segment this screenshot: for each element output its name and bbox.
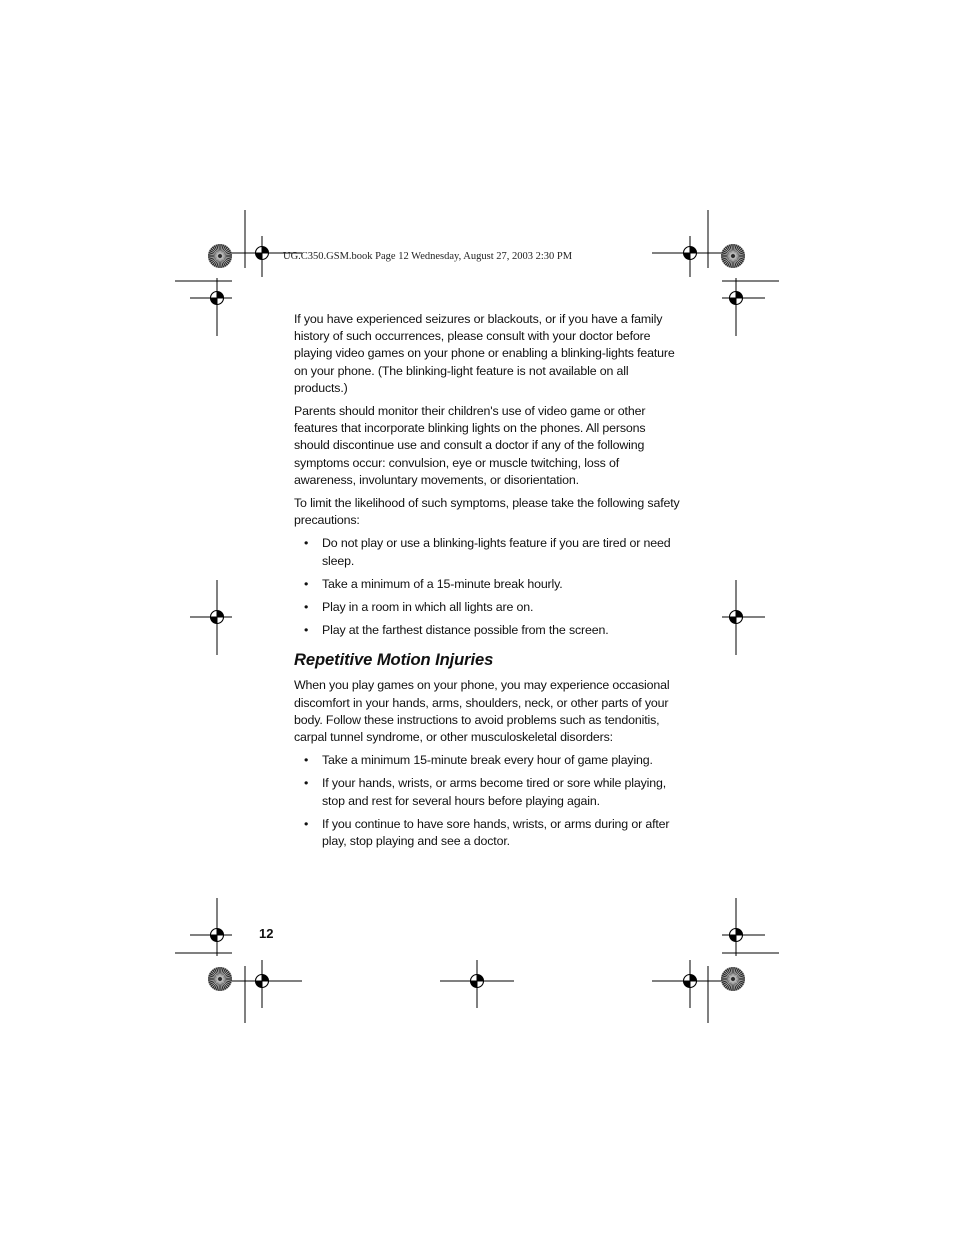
list-item xyxy=(294,816,684,850)
bullet-icon: • xyxy=(304,623,309,638)
page-number: 12 xyxy=(259,926,274,941)
list-item-text: Take a minimum 15-minute break every hour of game playing. xyxy=(322,753,653,768)
list-item-text: Play in a room in which all lights are on. xyxy=(322,600,534,615)
section-heading: Repetitive Motion Injuries xyxy=(294,650,494,670)
list-item xyxy=(294,599,684,616)
list-item-text: If you continue to have sore hands, wrists, or arms during or after play, stop playing and see a doctor. xyxy=(322,816,670,849)
rmi-list xyxy=(294,752,684,850)
list-item xyxy=(294,775,684,809)
bullet-icon: • xyxy=(304,576,309,591)
list-item xyxy=(294,576,684,593)
bullet-icon: • xyxy=(304,776,309,791)
list-item-text: Take a minimum of a 15-minute break hourly. xyxy=(322,576,563,591)
intro-paragraph: Parents should monitor their children's use of video game or other features that incorporate blinking lights on the phones. All persons should discontinue use and consult a doctor if any of the following symptoms occur: convulsion, eye or muscle twitching, loss of awareness, involuntary movements, or disorientation. xyxy=(294,404,646,487)
intro-paragraph: To limit the likelihood of such symptoms, please take the following safety precautions: xyxy=(294,496,680,528)
bullet-icon: • xyxy=(304,536,309,551)
list-item xyxy=(294,752,684,769)
list-item xyxy=(294,535,684,569)
intro-paragraph: If you have experienced seizures or blackouts, or if you have a family history of such occurrences, please consult with your doctor before playing video games on your phone or enabling a blinking-lights feature on your phone. (The blinking-light feature is not available on all products.) xyxy=(294,312,675,395)
page-content xyxy=(294,311,684,856)
list-item-text: If your hands, wrists, or arms become tired or sore while playing, stop and rest for several hours before playing again. xyxy=(322,776,667,808)
bullet-icon: • xyxy=(304,753,309,768)
list-item xyxy=(294,622,684,639)
file-info-header: UG.C350.GSM.book Page 12 Wednesday, August 27, 2003 2:30 PM xyxy=(283,251,573,262)
bullet-icon: • xyxy=(304,600,309,615)
list-item-text: Do not play or use a blinking-lights feature if you are tired or need sleep. xyxy=(322,536,671,568)
precautions-list xyxy=(294,535,684,639)
rmi-paragraph: When you play games on your phone, you may experience occasional discomfort in your hands, arms, shoulders, neck, or other parts of your body. Follow these instructions to avoid problems such as tendonitis, carpal tunnel syndrome, or other musculoskeletal disorders: xyxy=(294,678,670,745)
bullet-icon: • xyxy=(304,816,309,831)
list-item-text: Play at the farthest distance possible from the screen. xyxy=(322,623,609,638)
